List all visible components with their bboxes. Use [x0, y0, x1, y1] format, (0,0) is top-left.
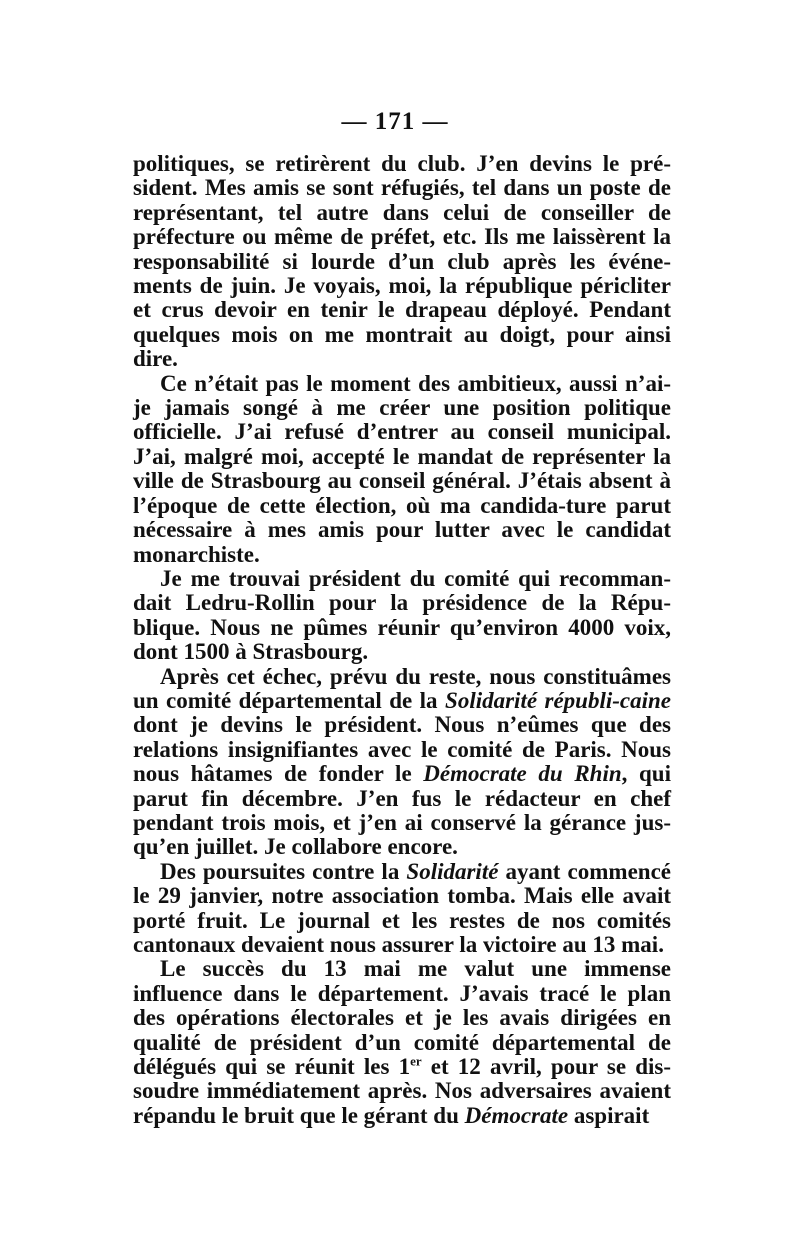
text-run: , qui parut fin décembre. J’en fus le rédacteur en chef pendant trois mois, et j’en ai conservé la gérance jus-qu’en juillet. Je collabore encore.	[133, 761, 671, 860]
text-run: ayant commencé le 29 janvier, notre association tomba. Mais elle avait porté fruit. Le journal et les restes de nos comités cantonaux devaient nous assurer la victoire au 13 mai.	[133, 858, 671, 957]
paragraph	[133, 665, 671, 860]
italic-title: Démocrate	[464, 1102, 569, 1128]
text-run: et 12 avril, pour se dis-soudre immédiatement après. Nos adversaires avaient répandu le bruit que le gérant du	[133, 1054, 672, 1128]
italic-title: Démocrate du Rhin	[423, 761, 622, 787]
paragraph	[133, 372, 671, 567]
paragraph	[133, 152, 671, 372]
superscript: er	[410, 1053, 422, 1069]
text-run: Je me trouvai président du comité qui recomman-dait Ledru-Rollin pour la présidence de la Répu-blique. Nous ne pûmes réunir qu’environ 4000 voix, dont 1500 à Strasbourg.	[133, 565, 671, 665]
italic-title: Solidarité républi-caine	[445, 687, 671, 713]
paragraph	[133, 567, 671, 665]
paragraph	[133, 860, 671, 958]
text-run: aspirait	[568, 1102, 650, 1128]
body-text	[133, 152, 671, 1128]
text-run: Après cet échec, prévu du reste, nous constituâmes un comité départemental de la	[133, 663, 671, 713]
text-run: Le succès du 13 mai me valut une immense influence dans le département. J’avais tracé le plan des opérations électorales et je les avais dirigées en qualité de président d’un comité départemental de délégués qui se réunit les 1	[133, 956, 671, 1080]
paragraph	[133, 957, 671, 1128]
text-run: politiques, se retirèrent du club. J’en devins le pré-sident. Mes amis se sont réfugiés, tel dans un poste de représentant, tel autre dans celui de conseiller de préfecture ou même de préfet, etc. Ils me laissèrent la responsabilité si lourde d’un club après les événe-ments de juin. Je voyais, moi, la république péricliter et crus devoir en tenir le drapeau déployé. Pendant quelques mois on me montrait au doigt, pour ainsi dire.	[133, 151, 671, 372]
italic-title: Solidarité	[406, 858, 499, 884]
page-number: — 171 —	[341, 108, 449, 135]
text-run: Des poursuites contre la	[160, 858, 407, 884]
text-run: dont je devins le président. Nous n’eûmes que des relations insignifiantes avec le comité de Paris. Nous nous hâtames de fonder le	[133, 712, 671, 787]
text-run: Ce n’était pas le moment des ambitieux, aussi n’ai-je jamais songé à me créer une position politique officielle. J’ai refusé d’entrer au conseil municipal. J’ai, malgré moi, accepté le mandat de représenter la ville de Strasbourg au conseil général. J’étais absent à l’époque de cette élection, où ma candida-ture parut nécessaire à mes amis pour lutter avec le candidat monarchiste.	[133, 370, 671, 567]
